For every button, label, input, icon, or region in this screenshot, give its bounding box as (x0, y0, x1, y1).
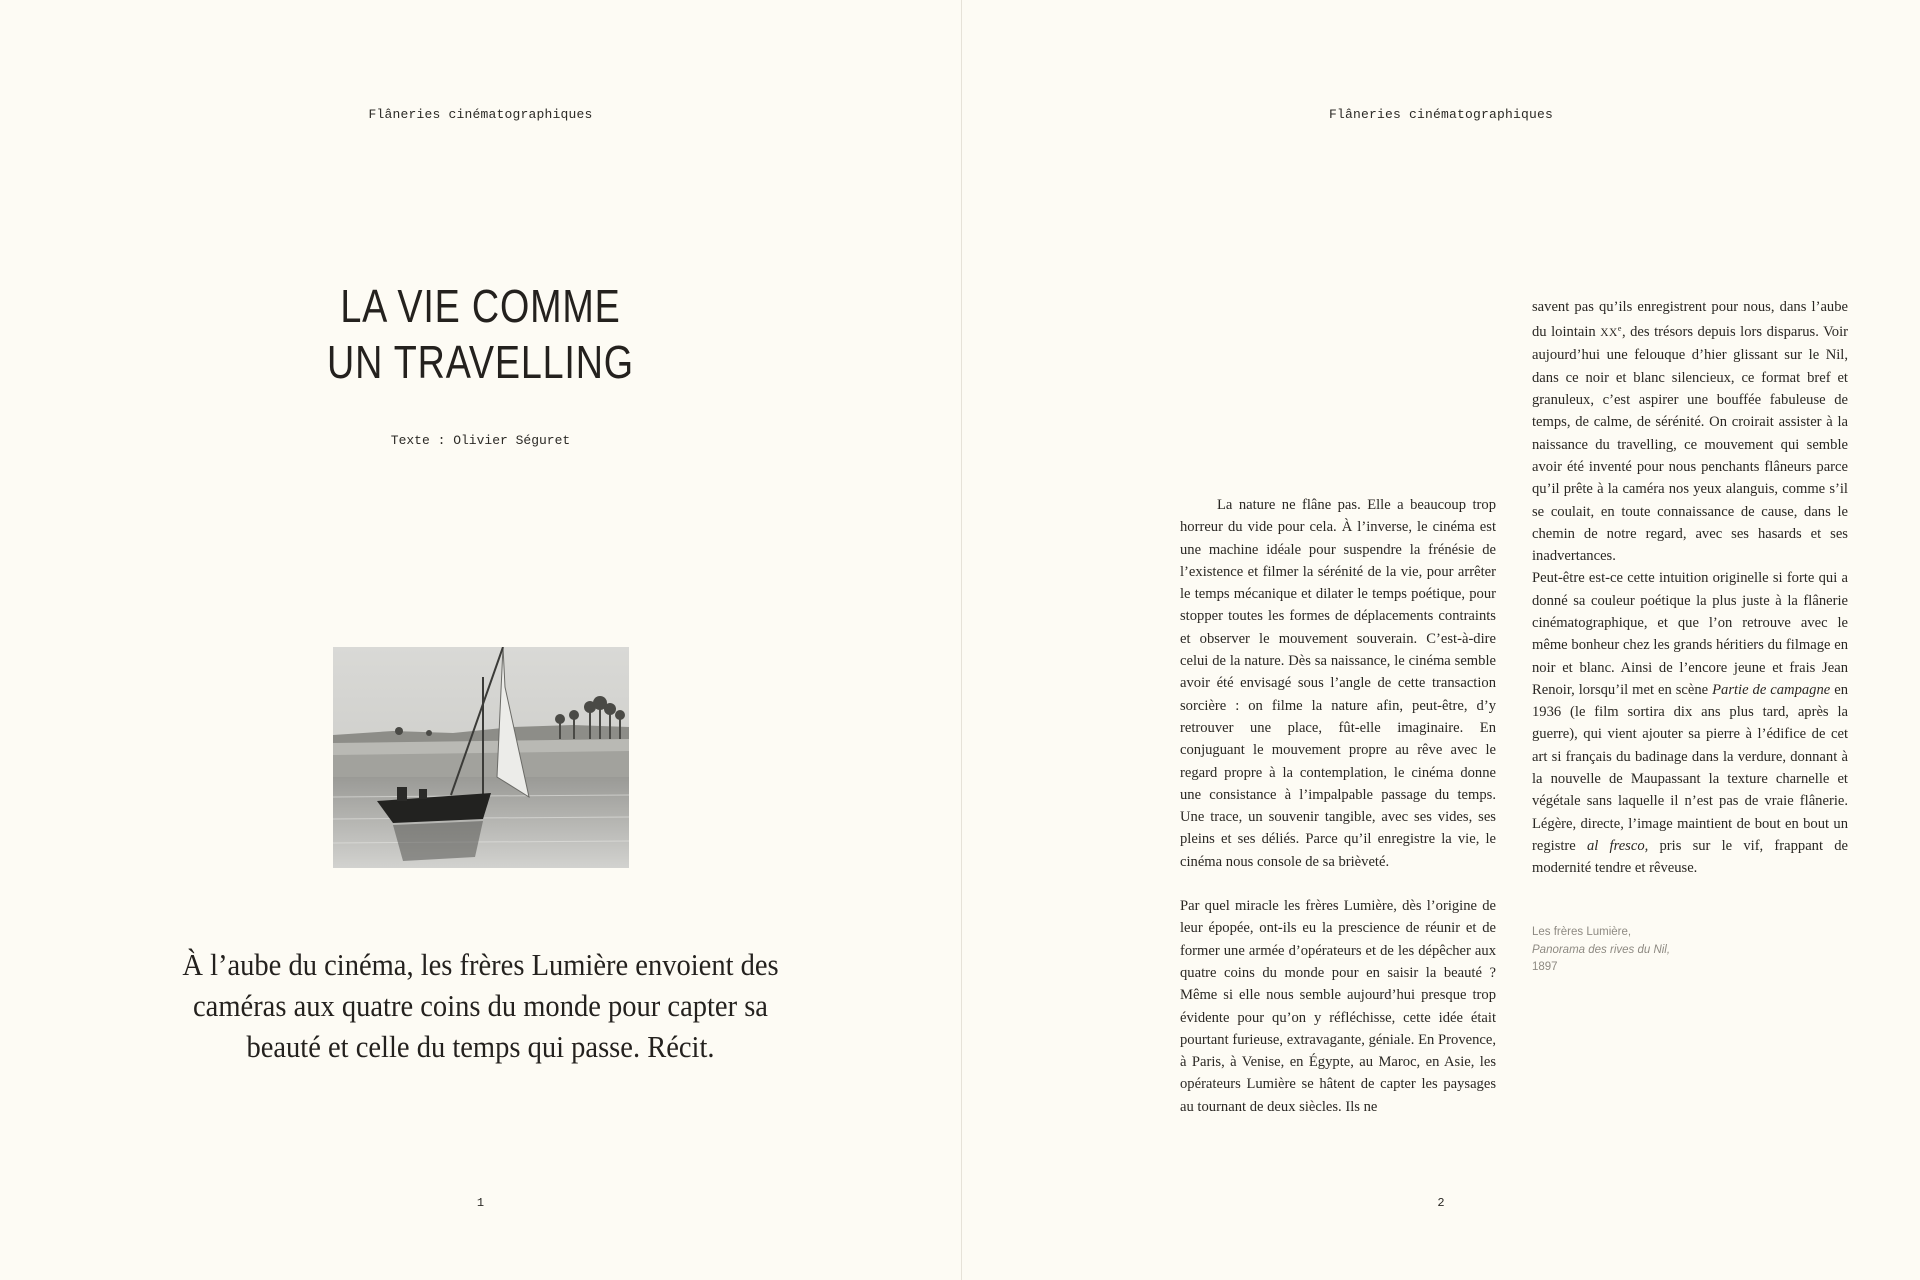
text-run: Peut-être est-ce cette intuition originelle si forte qui a donné sa couleur poétique la plus juste à la flânerie cinématographique, et que l’on retrouve avec le même bonheur chez les grands héritiers du filmage en noir et blanc. Ainsi de l’encore jeune et frais Jean Renoir, lorsqu’il met en scène (1532, 570, 1848, 698)
body-paragraph (1532, 567, 1848, 879)
body-paragraph: Par quel miracle les frères Lumière, dès l’origine de leur épopée, ont-ils eu la prescience de réunir et de former une armée d’opérateurs et de les dépêcher aux quatre coins du monde pour en saisir la beauté ? Même si elle nous semble aujourd’hui presque trop évidente pour qu’on y réfléchisse, cette idée était pourtant furieuse, extravagante, géniale. En Provence, à Paris, à Venise, en Égypte, au Maroc, en Asie, les opérateurs Lumière se hâtent de capter les paysages au tournant de deux siècles. Ils ne (1180, 898, 1496, 1115)
right-page (962, 0, 1920, 1280)
running-head: Flâneries cinématographiques (1328, 107, 1554, 122)
title-line-1: LA VIE COMME (340, 280, 621, 332)
title-line-2: UN TRAVELLING (327, 336, 634, 388)
article-title (86, 278, 874, 390)
page-number: 1 (476, 1196, 485, 1210)
author-credit: Texte : Olivier Séguret (390, 433, 571, 448)
standfirst: À l’aube du cinéma, les frères Lumière envoient des caméras aux quatre coins du monde pour capter sa beauté et celle du temps qui passe. Récit. (182, 947, 779, 1064)
text-run: en 1936 (le film sortira dix ans plus tard, après la guerre), qui vient ajouter sa pierre à l’édifice de cet art si français du badinage dans la verdure, donnant à la nouvelle de Maupassant la texture charnelle et végétale sans laquelle il n’est pas de vraie flânerie. Légère, directe, l’image maintient de bout en bout un registre (1532, 681, 1848, 854)
body-paragraph: La nature ne flâne pas. Elle a beaucoup trop horreur du vide pour cela. À l’inverse, le cinéma est une machine idéale pour suspendre la frénésie de l’existence et filmer la sérénité de la vie, pour arrêter le temps mécanique et dilater le temps poétique, pour stopper toutes les formes de déplacements contraints et observer le mouvement souverain. C’est-à-dire celui de la nature. Dès sa naissance, le cinéma semble avoir été envisagé sous l’angle de cette transaction sorcière : on filme la nature afin, peut-être, d’y retrouver une place, fût-elle imaginaire. En conjuguant le mouvement propre au rêve avec le regard propre à la contemplation, le cinéma donne une consistance à l’impalpable passage du temps. Une trace, un souvenir tangible, avec ses vides, ses pleins et ses déliés. Parce qu’il enregistre la vie, le cinéma nous console de sa brièveté. (1180, 497, 1496, 870)
text-run: pris sur le vif, frappant de modernité tendre et rêveuse. (1532, 837, 1848, 877)
film-title: Partie de campagne (1712, 681, 1831, 698)
caption-title: Panorama des rives du Nil, (1532, 943, 1671, 956)
page-number: 2 (1437, 1196, 1445, 1210)
text-column-right (1532, 296, 1848, 880)
caption-year: 1897 (1532, 961, 1558, 973)
italic-term: al fresco, (1586, 837, 1649, 854)
text-run: savent pas qu’ils enregistrent pour nous, dans l’aube du lointain (1532, 299, 1848, 341)
photo-caption (1532, 924, 1732, 977)
text-column-left (1180, 494, 1496, 1118)
caption-author: Les frères Lumière, (1532, 926, 1632, 938)
text-run: XX (1600, 327, 1618, 340)
running-head: Flâneries cinématographiques (368, 107, 593, 122)
superscript: e (1617, 324, 1622, 334)
felucca-photo (333, 647, 629, 868)
body-paragraph (1532, 296, 1848, 567)
century-numeral (1600, 324, 1622, 340)
text-run: , des trésors depuis lors disparus. Voir aujourd’hui une felouque d’hier glissant sur le Nil, dans ce noir et blanc silencieux, ce format bref et granuleux, c’est aspirer une bouffée fabuleuse de temps, de calme, de sérénité. On croirait assister à la naissance du travelling, ce mouvement qui semble avoir été inventé pour nous penchants flâneurs parce qu’il prête à la caméra nos yeux alanguis, comme s’il se coulait, en toute connaissance de cause, dans le chemin de notre regard, avec ses hasards et ses inadvertances. (1532, 324, 1848, 565)
